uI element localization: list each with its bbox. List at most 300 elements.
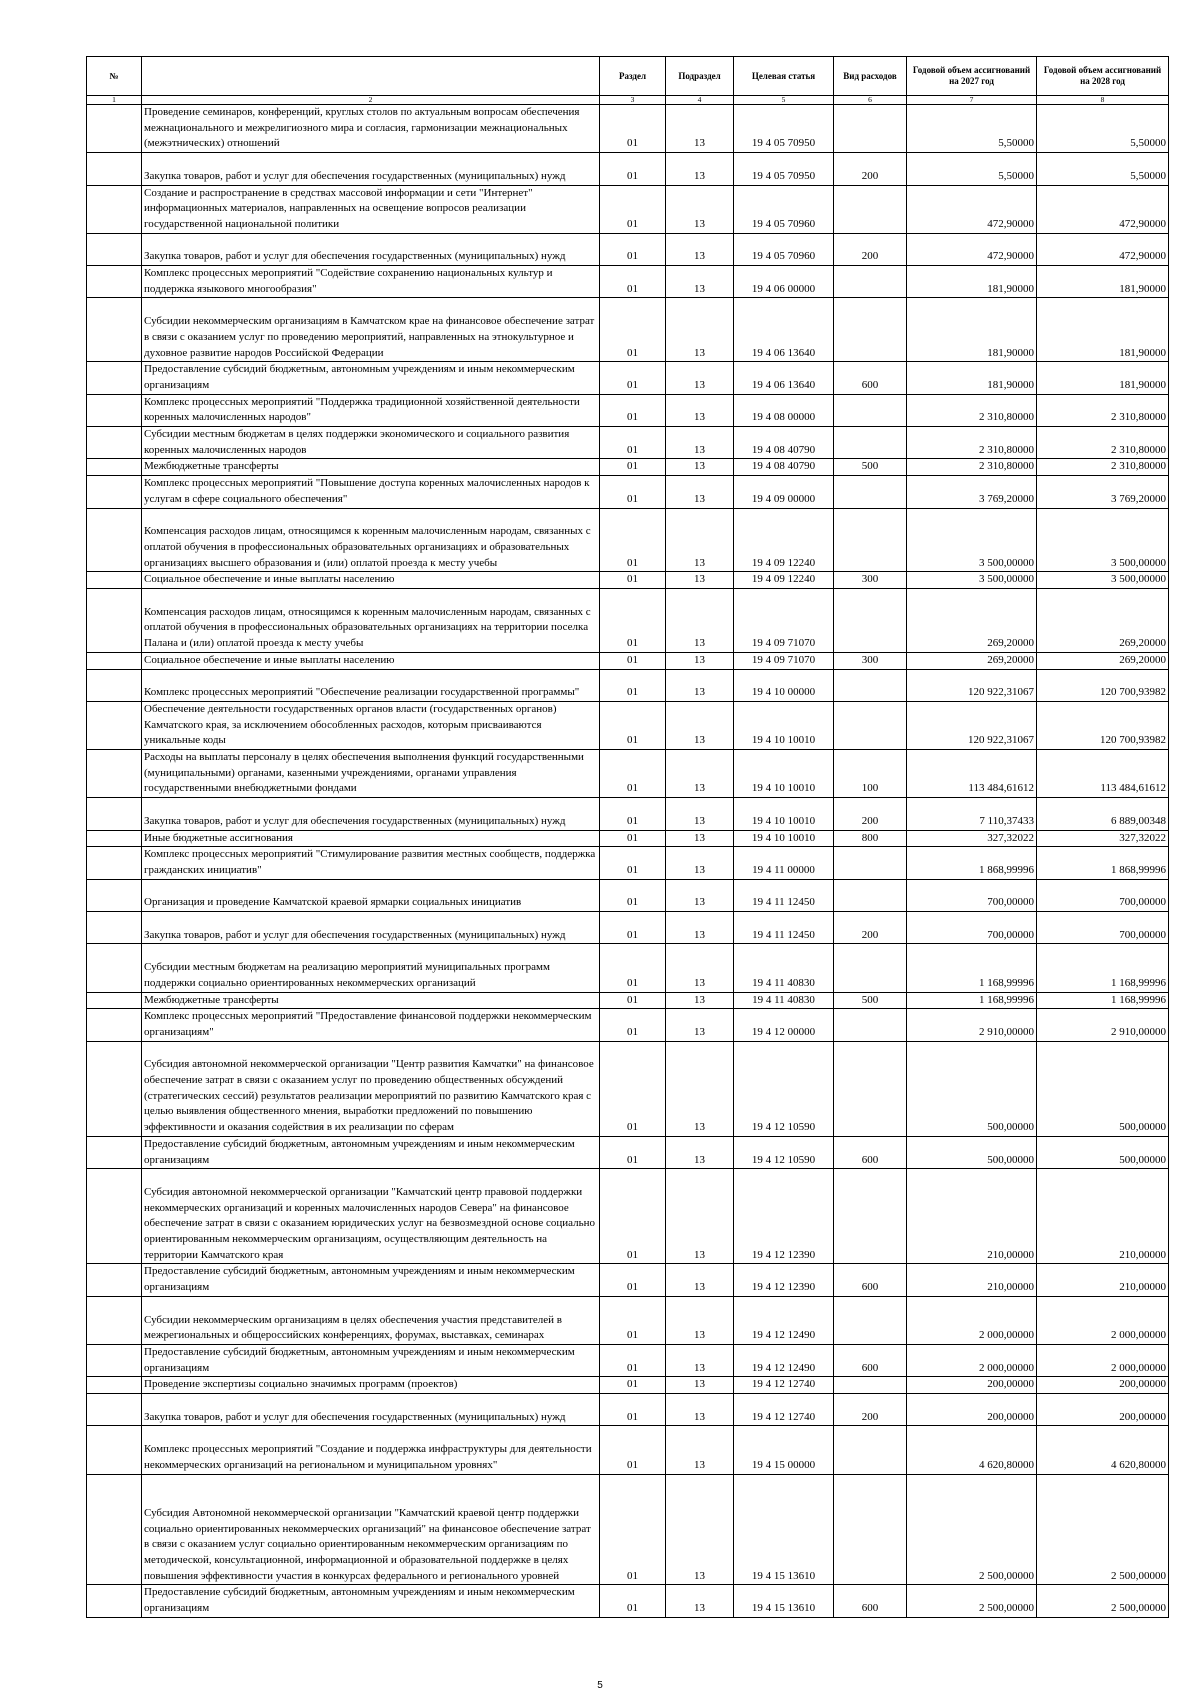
cell-y2027: 500,00000	[907, 1041, 1037, 1136]
cell-tselevaya: 19 4 11 12450	[734, 912, 834, 944]
table-row	[87, 944, 1169, 992]
cell-no	[87, 298, 142, 362]
cell-y2028: 2 500,00000	[1037, 1585, 1169, 1617]
header-y2028: Годовой объем ассигнований на 2028 год	[1037, 57, 1169, 96]
cell-y2027: 2 310,80000	[907, 427, 1037, 459]
cell-podrazdel: 13	[666, 459, 734, 476]
cell-y2028: 1 168,99996	[1037, 992, 1169, 1009]
cell-tselevaya: 19 4 06 00000	[734, 266, 834, 298]
cell-tselevaya: 19 4 12 00000	[734, 1009, 834, 1041]
cell-name: Предоставление субсидий бюджетным, автономным учреждениям и иным некоммерческим организациям	[142, 1136, 600, 1168]
cell-razdel: 01	[600, 1169, 666, 1264]
cell-podrazdel: 13	[666, 476, 734, 508]
cell-podrazdel: 13	[666, 912, 734, 944]
cell-y2027: 200,00000	[907, 1394, 1037, 1426]
cell-vid	[834, 669, 907, 701]
cell-vid: 600	[834, 362, 907, 394]
cell-no	[87, 1296, 142, 1344]
cell-vid	[834, 879, 907, 911]
table-row	[87, 1474, 1169, 1585]
cell-razdel: 01	[600, 669, 666, 701]
cell-tselevaya: 19 4 15 13610	[734, 1474, 834, 1585]
cell-razdel: 01	[600, 830, 666, 847]
cell-podrazdel: 13	[666, 153, 734, 185]
cell-no	[87, 1377, 142, 1394]
cell-y2027: 700,00000	[907, 912, 1037, 944]
cell-name: Предоставление субсидий бюджетным, автономным учреждениям и иным некоммерческим организациям	[142, 362, 600, 394]
cell-y2027: 200,00000	[907, 1377, 1037, 1394]
table-row	[87, 750, 1169, 798]
cell-no	[87, 879, 142, 911]
cell-no	[87, 701, 142, 749]
cell-podrazdel: 13	[666, 669, 734, 701]
cell-no	[87, 572, 142, 589]
cell-y2027: 3 500,00000	[907, 508, 1037, 572]
cell-razdel: 01	[600, 589, 666, 653]
cell-vid	[834, 1169, 907, 1264]
cell-vid: 500	[834, 459, 907, 476]
cell-y2027: 3 500,00000	[907, 572, 1037, 589]
cell-no	[87, 459, 142, 476]
cell-vid: 100	[834, 750, 907, 798]
cell-podrazdel: 13	[666, 1009, 734, 1041]
cell-y2028: 269,20000	[1037, 652, 1169, 669]
cell-razdel: 01	[600, 394, 666, 426]
cell-razdel: 01	[600, 1474, 666, 1585]
column-number-row	[87, 96, 1169, 105]
cell-no	[87, 1041, 142, 1136]
cell-tselevaya: 19 4 11 40830	[734, 944, 834, 992]
cell-vid: 800	[834, 830, 907, 847]
table-row	[87, 912, 1169, 944]
cell-no	[87, 669, 142, 701]
cell-tselevaya: 19 4 05 70960	[734, 233, 834, 265]
cell-y2027: 2 910,00000	[907, 1009, 1037, 1041]
cell-vid	[834, 266, 907, 298]
cell-y2028: 4 620,80000	[1037, 1426, 1169, 1474]
cell-name: Субсидии местным бюджетам в целях поддержки экономического и социального развития коренных малочисленных народов	[142, 427, 600, 459]
cell-no	[87, 427, 142, 459]
cell-podrazdel: 13	[666, 1344, 734, 1376]
cell-y2027: 700,00000	[907, 879, 1037, 911]
cell-vid: 200	[834, 153, 907, 185]
cell-y2028: 120 700,93982	[1037, 701, 1169, 749]
cell-name: Комплекс процессных мероприятий "Поддержка традиционной хозяйственной деятельности коренных малочисленных народов"	[142, 394, 600, 426]
cell-vid: 300	[834, 652, 907, 669]
cell-no	[87, 830, 142, 847]
cell-y2028: 500,00000	[1037, 1041, 1169, 1136]
cell-y2028: 2 910,00000	[1037, 1009, 1169, 1041]
cell-y2028: 2 310,80000	[1037, 427, 1169, 459]
cell-vid	[834, 1426, 907, 1474]
table-row	[87, 1426, 1169, 1474]
cell-podrazdel: 13	[666, 1296, 734, 1344]
cell-podrazdel: 13	[666, 992, 734, 1009]
cell-y2028: 700,00000	[1037, 879, 1169, 911]
cell-podrazdel: 13	[666, 798, 734, 830]
table-row	[87, 992, 1169, 1009]
cell-vid: 200	[834, 1394, 907, 1426]
table-row	[87, 572, 1169, 589]
cell-name: Комплекс процессных мероприятий "Обеспечение реализации государственной программы"	[142, 669, 600, 701]
table-row	[87, 459, 1169, 476]
cell-podrazdel: 13	[666, 362, 734, 394]
cell-razdel: 01	[600, 992, 666, 1009]
cell-tselevaya: 19 4 10 10010	[734, 830, 834, 847]
cell-name: Закупка товаров, работ и услуг для обеспечения государственных (муниципальных) нужд	[142, 233, 600, 265]
cell-no	[87, 476, 142, 508]
table-row	[87, 830, 1169, 847]
cell-name: Организация и проведение Камчатской краевой ярмарки социальных инициатив	[142, 879, 600, 911]
cell-no	[87, 1264, 142, 1296]
cell-name: Субсидии местным бюджетам на реализацию мероприятий муниципальных программ поддержки социально ориентированных некоммерческих организаций	[142, 944, 600, 992]
cell-y2027: 181,90000	[907, 298, 1037, 362]
cell-vid	[834, 847, 907, 879]
table-row	[87, 701, 1169, 749]
cell-y2028: 500,00000	[1037, 1136, 1169, 1168]
cell-tselevaya: 19 4 05 70950	[734, 105, 834, 153]
cell-no	[87, 1136, 142, 1168]
cell-y2027: 120 922,31067	[907, 701, 1037, 749]
cell-y2028: 200,00000	[1037, 1394, 1169, 1426]
cell-y2028: 5,50000	[1037, 105, 1169, 153]
cell-podrazdel: 13	[666, 1136, 734, 1168]
cell-razdel: 01	[600, 652, 666, 669]
cell-tselevaya: 19 4 15 00000	[734, 1426, 834, 1474]
cell-y2027: 269,20000	[907, 652, 1037, 669]
cell-podrazdel: 13	[666, 572, 734, 589]
table-row	[87, 427, 1169, 459]
header-tselevaya: Целевая статья	[734, 57, 834, 96]
header-podrazdel: Подраздел	[666, 57, 734, 96]
cell-tselevaya: 19 4 08 40790	[734, 459, 834, 476]
cell-name: Создание и распространение в средствах массовой информации и сети "Интернет" информационных материалов, направленных на освещение вопросов реализации государственной национальной политики	[142, 185, 600, 233]
cell-tselevaya: 19 4 08 00000	[734, 394, 834, 426]
cell-vid: 600	[834, 1585, 907, 1617]
cell-vid: 300	[834, 572, 907, 589]
cell-y2027: 1 868,99996	[907, 847, 1037, 879]
cell-tselevaya: 19 4 11 12450	[734, 879, 834, 911]
cell-tselevaya: 19 4 09 12240	[734, 572, 834, 589]
cell-no	[87, 798, 142, 830]
cell-y2028: 2 310,80000	[1037, 394, 1169, 426]
cell-vid	[834, 1041, 907, 1136]
cell-y2027: 2 000,00000	[907, 1296, 1037, 1344]
cell-razdel: 01	[600, 508, 666, 572]
cell-y2027: 181,90000	[907, 266, 1037, 298]
cell-vid	[834, 589, 907, 653]
cell-podrazdel: 13	[666, 944, 734, 992]
cell-razdel: 01	[600, 1136, 666, 1168]
cell-razdel: 01	[600, 879, 666, 911]
cell-podrazdel: 13	[666, 1585, 734, 1617]
cell-podrazdel: 13	[666, 394, 734, 426]
cell-tselevaya: 19 4 11 40830	[734, 992, 834, 1009]
table-row	[87, 394, 1169, 426]
cell-tselevaya: 19 4 12 12740	[734, 1377, 834, 1394]
cell-no	[87, 847, 142, 879]
cell-y2028: 181,90000	[1037, 298, 1169, 362]
table-row	[87, 298, 1169, 362]
cell-name: Закупка товаров, работ и услуг для обеспечения государственных (муниципальных) нужд	[142, 153, 600, 185]
cell-no	[87, 1169, 142, 1264]
cell-no	[87, 394, 142, 426]
cell-no	[87, 1344, 142, 1376]
cell-vid: 200	[834, 233, 907, 265]
cell-no	[87, 1426, 142, 1474]
table-row	[87, 847, 1169, 879]
cell-name: Комплекс процессных мероприятий "Содействие сохранению национальных культур и поддержка языкового многообразия"	[142, 266, 600, 298]
cell-vid	[834, 185, 907, 233]
cell-y2027: 2 500,00000	[907, 1585, 1037, 1617]
cell-name: Межбюджетные трансферты	[142, 992, 600, 1009]
cell-vid: 200	[834, 912, 907, 944]
cell-name: Комплекс процессных мероприятий "Создание и поддержка инфраструктуры для деятельности некоммерческих организаций на региональном и муниципальном уровнях"	[142, 1426, 600, 1474]
cell-y2027: 269,20000	[907, 589, 1037, 653]
table-row	[87, 1344, 1169, 1376]
cell-name: Иные бюджетные ассигнования	[142, 830, 600, 847]
cell-vid: 500	[834, 992, 907, 1009]
table-row	[87, 589, 1169, 653]
cell-tselevaya: 19 4 12 10590	[734, 1041, 834, 1136]
cell-vid: 600	[834, 1344, 907, 1376]
cell-y2027: 472,90000	[907, 185, 1037, 233]
cell-podrazdel: 13	[666, 701, 734, 749]
cell-y2028: 472,90000	[1037, 185, 1169, 233]
cell-podrazdel: 13	[666, 1426, 734, 1474]
cell-no	[87, 750, 142, 798]
cell-tselevaya: 19 4 12 12390	[734, 1264, 834, 1296]
cell-y2028: 181,90000	[1037, 266, 1169, 298]
header-y2027: Годовой объем ассигнований на 2027 год	[907, 57, 1037, 96]
cell-name: Субсидия автономной некоммерческой организации "Камчатский центр правовой поддержки некоммерческих организаций и коренных малочисленных народов Севера" на финансовое обеспечение затрат в связи с оказанием юридических услуг на безвозмездной основе социально ориентированным некоммерческим организациям, осуществляющим деятельность на территории Камчатского края	[142, 1169, 600, 1264]
cell-y2028: 472,90000	[1037, 233, 1169, 265]
cell-name: Комплекс процессных мероприятий "Повышение доступа коренных малочисленных народов к услугам в сфере социального обеспечения"	[142, 476, 600, 508]
table-row	[87, 105, 1169, 153]
cell-podrazdel: 13	[666, 233, 734, 265]
table-row	[87, 1296, 1169, 1344]
cell-no	[87, 992, 142, 1009]
cell-vid: 200	[834, 798, 907, 830]
cell-y2027: 210,00000	[907, 1169, 1037, 1264]
cell-tselevaya: 19 4 06 13640	[734, 298, 834, 362]
table-row	[87, 652, 1169, 669]
cell-no	[87, 1009, 142, 1041]
cell-tselevaya: 19 4 10 10010	[734, 798, 834, 830]
cell-name: Проведение семинаров, конференций, круглых столов по актуальным вопросам обеспечения межнационального и межрелигиозного мира и согласия, гармонизации межнациональных (межэтнических) отношений	[142, 105, 600, 153]
cell-y2028: 200,00000	[1037, 1377, 1169, 1394]
cell-vid: 600	[834, 1136, 907, 1168]
cell-tselevaya: 19 4 10 10010	[734, 701, 834, 749]
cell-podrazdel: 13	[666, 589, 734, 653]
table-row	[87, 1041, 1169, 1136]
cell-name: Предоставление субсидий бюджетным, автономным учреждениям и иным некоммерческим организациям	[142, 1344, 600, 1376]
page-number: 5	[597, 1680, 603, 1691]
cell-tselevaya: 19 4 12 12490	[734, 1344, 834, 1376]
cell-y2027: 210,00000	[907, 1264, 1037, 1296]
header-name	[142, 57, 600, 96]
table-row	[87, 1264, 1169, 1296]
cell-tselevaya: 19 4 12 10590	[734, 1136, 834, 1168]
cell-no	[87, 266, 142, 298]
table-row	[87, 185, 1169, 233]
cell-y2027: 1 168,99996	[907, 944, 1037, 992]
cell-y2027: 5,50000	[907, 105, 1037, 153]
table-row	[87, 669, 1169, 701]
cell-y2028: 3 769,20000	[1037, 476, 1169, 508]
cell-name: Обеспечение деятельности государственных органов власти (государственных органов) Камчатского края, за исключением обособленных расходов, которым присваиваются уникальные коды	[142, 701, 600, 749]
cell-y2028: 5,50000	[1037, 153, 1169, 185]
cell-name: Закупка товаров, работ и услуг для обеспечения государственных (муниципальных) нужд	[142, 1394, 600, 1426]
cell-y2027: 5,50000	[907, 153, 1037, 185]
cell-vid	[834, 701, 907, 749]
cell-no	[87, 105, 142, 153]
cell-tselevaya: 19 4 06 13640	[734, 362, 834, 394]
cell-razdel: 01	[600, 153, 666, 185]
cell-name: Расходы на выплаты персоналу в целях обеспечения выполнения функций государственными (муниципальными) органами, казенными учреждениями, органами управления государственными внебюджетными фондами	[142, 750, 600, 798]
cell-name: Субсидии некоммерческим организациям в Камчатском крае на финансовое обеспечение затрат в связи с оказанием услуг по проведению мероприятий, направленных на этнокультурное и духовное развитие народов Российской Федерации	[142, 298, 600, 362]
cell-no	[87, 652, 142, 669]
column-number: 1	[87, 96, 142, 105]
cell-y2028: 3 500,00000	[1037, 572, 1169, 589]
cell-name: Предоставление субсидий бюджетным, автономным учреждениям и иным некоммерческим организациям	[142, 1264, 600, 1296]
cell-y2027: 472,90000	[907, 233, 1037, 265]
cell-y2027: 500,00000	[907, 1136, 1037, 1168]
cell-razdel: 01	[600, 1394, 666, 1426]
cell-podrazdel: 13	[666, 1169, 734, 1264]
cell-name: Комплекс процессных мероприятий "Стимулирование развития местных сообществ, поддержка гражданских инициатив"	[142, 847, 600, 879]
cell-razdel: 01	[600, 427, 666, 459]
cell-razdel: 01	[600, 1296, 666, 1344]
cell-y2028: 210,00000	[1037, 1169, 1169, 1264]
cell-podrazdel: 13	[666, 830, 734, 847]
cell-podrazdel: 13	[666, 105, 734, 153]
cell-vid	[834, 105, 907, 153]
cell-razdel: 01	[600, 798, 666, 830]
cell-y2027: 2 310,80000	[907, 394, 1037, 426]
cell-y2028: 700,00000	[1037, 912, 1169, 944]
table-row	[87, 1169, 1169, 1264]
cell-y2027: 2 000,00000	[907, 1344, 1037, 1376]
cell-tselevaya: 19 4 12 12740	[734, 1394, 834, 1426]
table-row	[87, 1009, 1169, 1041]
cell-name: Закупка товаров, работ и услуг для обеспечения государственных (муниципальных) нужд	[142, 912, 600, 944]
cell-y2028: 2 310,80000	[1037, 459, 1169, 476]
cell-y2027: 120 922,31067	[907, 669, 1037, 701]
cell-razdel: 01	[600, 1377, 666, 1394]
cell-no	[87, 153, 142, 185]
table-row	[87, 1585, 1169, 1617]
cell-name: Компенсация расходов лицам, относящимся к коренным малочисленным народам, связанных с оплатой обучения в профессиональных образовательных организациях на территории поселка Палана и (или) оплатой проезда к месту учебы	[142, 589, 600, 653]
cell-y2027: 113 484,61612	[907, 750, 1037, 798]
cell-razdel: 01	[600, 750, 666, 798]
cell-no	[87, 185, 142, 233]
column-number: 7	[907, 96, 1037, 105]
cell-y2028: 6 889,00348	[1037, 798, 1169, 830]
cell-podrazdel: 13	[666, 1041, 734, 1136]
cell-vid	[834, 944, 907, 992]
cell-no	[87, 1474, 142, 1585]
cell-razdel: 01	[600, 944, 666, 992]
cell-y2028: 269,20000	[1037, 589, 1169, 653]
cell-no	[87, 912, 142, 944]
cell-razdel: 01	[600, 1009, 666, 1041]
cell-tselevaya: 19 4 09 71070	[734, 589, 834, 653]
table-body	[87, 105, 1169, 1618]
column-number: 3	[600, 96, 666, 105]
cell-razdel: 01	[600, 1264, 666, 1296]
cell-vid	[834, 298, 907, 362]
table-row	[87, 1136, 1169, 1168]
cell-tselevaya: 19 4 05 70950	[734, 153, 834, 185]
budget-table	[86, 56, 1169, 1618]
cell-y2028: 113 484,61612	[1037, 750, 1169, 798]
cell-no	[87, 233, 142, 265]
cell-vid: 600	[834, 1264, 907, 1296]
cell-no	[87, 508, 142, 572]
cell-vid	[834, 427, 907, 459]
cell-name: Субсидии некоммерческим организациям в целях обеспечения участия представителей в межрегиональных и общероссийских конференциях, форумах, выставках, семинарах	[142, 1296, 600, 1344]
table-row	[87, 1377, 1169, 1394]
cell-tselevaya: 19 4 09 00000	[734, 476, 834, 508]
cell-razdel: 01	[600, 572, 666, 589]
cell-razdel: 01	[600, 847, 666, 879]
cell-no	[87, 362, 142, 394]
cell-vid	[834, 1296, 907, 1344]
cell-vid	[834, 1474, 907, 1585]
table-header-row	[87, 57, 1169, 96]
cell-tselevaya: 19 4 12 12490	[734, 1296, 834, 1344]
cell-y2028: 327,32022	[1037, 830, 1169, 847]
cell-y2028: 2 000,00000	[1037, 1344, 1169, 1376]
cell-no	[87, 1585, 142, 1617]
table-row	[87, 476, 1169, 508]
column-number: 4	[666, 96, 734, 105]
cell-y2027: 327,32022	[907, 830, 1037, 847]
cell-no	[87, 589, 142, 653]
cell-razdel: 01	[600, 1041, 666, 1136]
cell-podrazdel: 13	[666, 508, 734, 572]
cell-podrazdel: 13	[666, 1377, 734, 1394]
cell-razdel: 01	[600, 701, 666, 749]
table-row	[87, 798, 1169, 830]
cell-y2028: 120 700,93982	[1037, 669, 1169, 701]
cell-razdel: 01	[600, 185, 666, 233]
cell-name: Субсидия Автономной некоммерческой организации "Камчатский краевой центр поддержки социально ориентированных некоммерческих организаций" на финансовое обеспечение затрат в связи с оказанием услуг социально ориентированным некоммерческим организациям по методической, консультационной, информационной и образовательной поддержке в целях повышения эффективности участия в конкурсах федерального и регионального уровней	[142, 1474, 600, 1585]
cell-y2027: 2 500,00000	[907, 1474, 1037, 1585]
cell-tselevaya: 19 4 12 12390	[734, 1169, 834, 1264]
table-row	[87, 1394, 1169, 1426]
cell-y2027: 2 310,80000	[907, 459, 1037, 476]
cell-razdel: 01	[600, 476, 666, 508]
cell-y2028: 181,90000	[1037, 362, 1169, 394]
cell-y2027: 3 769,20000	[907, 476, 1037, 508]
cell-name: Социальное обеспечение и иные выплаты населению	[142, 572, 600, 589]
cell-tselevaya: 19 4 09 71070	[734, 652, 834, 669]
column-number: 5	[734, 96, 834, 105]
cell-no	[87, 1394, 142, 1426]
cell-razdel: 01	[600, 298, 666, 362]
cell-y2027: 181,90000	[907, 362, 1037, 394]
table-row	[87, 266, 1169, 298]
cell-y2028: 1 868,99996	[1037, 847, 1169, 879]
cell-y2028: 2 500,00000	[1037, 1474, 1169, 1585]
cell-podrazdel: 13	[666, 1394, 734, 1426]
header-no: №	[87, 57, 142, 96]
cell-razdel: 01	[600, 1344, 666, 1376]
cell-razdel: 01	[600, 1585, 666, 1617]
cell-tselevaya: 19 4 05 70960	[734, 185, 834, 233]
